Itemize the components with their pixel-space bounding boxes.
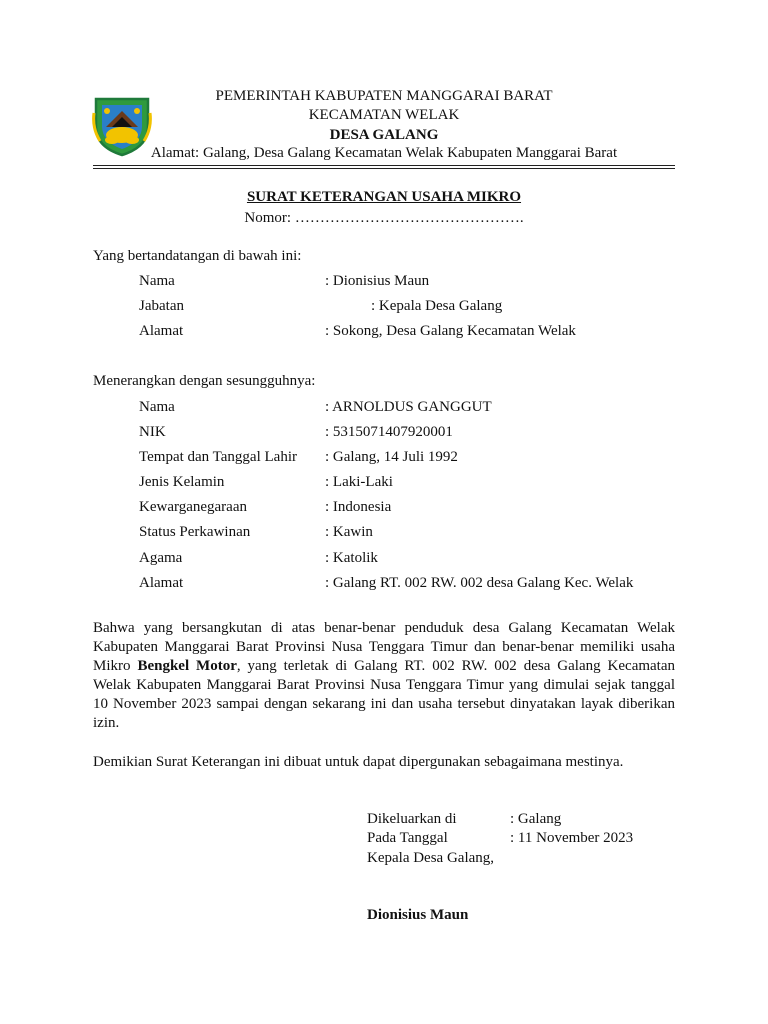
closing-sentence: Demikian Surat Keterangan ini dibuat untuk dapat dipergunakan sebagaimana mestinya. [93,754,624,770]
statement-paragraph [93,619,675,733]
issued-place-value: : Galang [510,811,562,827]
business-name: Bengkel Motor [137,658,237,674]
subject-label-marital: Status Perkawinan [139,524,251,540]
subject-value-religion: : Katolik [325,550,378,566]
subject-intro: Menerangkan dengan sesungguhnya: [93,373,316,389]
subject-label-name: Nama [139,399,175,415]
signer-intro: Yang bertandatangan di bawah ini: [93,248,302,264]
signer-name: Dionisius Maun [367,907,469,923]
letter-number: Nomor: ………………………………………. [244,210,524,226]
letterhead-divider-2 [93,168,675,169]
statement-text-1: Bahwa yang bersangkutan di atas benar-benar penduduk desa Galang Kecamatan Welak Kabupaten Manggarai Barat Provinsi Nusa Tenggara Timur dan benar-benar memiliki usaha Mikro [93,620,675,674]
subject-label-birth: Tempat dan Tanggal Lahir [139,449,297,465]
kop-line-village: DESA GALANG [329,127,439,143]
kop-address: Alamat: Galang, Desa Galang Kecamatan Welak Kabupaten Manggarai Barat [150,145,618,161]
letterhead-divider [93,165,675,166]
signer-label-address: Alamat [139,323,184,339]
subject-label-nik: NIK [139,424,166,440]
signer-value-position: : Kepala Desa Galang [371,298,503,314]
letter-title: SURAT KETERANGAN USAHA MIKRO [246,189,522,205]
subject-value-nik: : 5315071407920001 [325,424,453,440]
issued-place-label: Dikeluarkan di [367,811,457,827]
subject-value-gender: : Laki-Laki [325,474,393,490]
subject-label-citizenship: Kewarganegaraan [139,499,247,515]
signer-value-name: : Dionisius Maun [325,273,430,289]
subject-value-birth: : Galang, 14 Juli 1992 [325,449,458,465]
subject-value-name: : ARNOLDUS GANGGUT [325,399,492,415]
subject-label-address: Alamat [139,575,184,591]
issued-date-label: Pada Tanggal [367,830,448,846]
subject-value-citizenship: : Indonesia [325,499,392,515]
statement-text-2: , yang terletak di Galang RT. 002 RW. 002 desa Galang Kecamatan Welak Kabupaten Manggarai Barat Provinsi Nusa Tenggara Timur yang dimulai sejak tanggal 10 November 2023 sampai dengan sekarang ini dan usaha tersebut dinyatakan layak diberikan izin. [93,658,676,731]
signer-label-name: Nama [139,273,175,289]
kop-line-district: KECAMATAN WELAK [308,107,460,123]
signer-label-position: Jabatan [139,298,184,314]
signer-value-address: : Sokong, Desa Galang Kecamatan Welak [325,323,576,339]
subject-label-gender: Jenis Kelamin [139,474,225,490]
subject-value-address: : Galang RT. 002 RW. 002 desa Galang Kec. Welak [325,575,634,591]
kop-line-regency: PEMERINTAH KABUPATEN MANGGARAI BARAT [215,88,553,104]
issued-date-value: : 11 November 2023 [510,830,634,846]
subject-value-marital: : Kawin [325,524,373,540]
subject-label-religion: Agama [139,550,183,566]
signer-position: Kepala Desa Galang, [367,850,495,866]
